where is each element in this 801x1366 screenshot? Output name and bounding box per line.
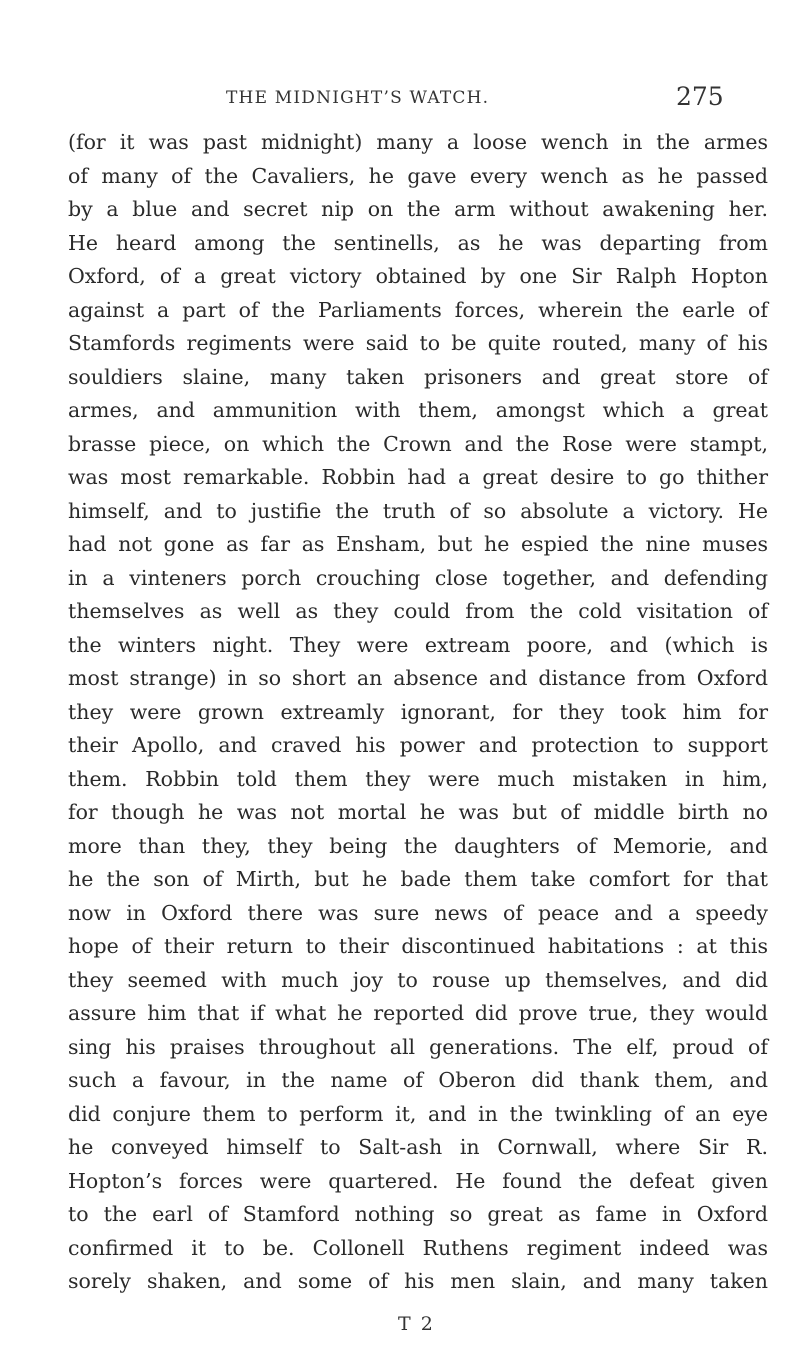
text-line: had not gone as far as Ensham, but he espied the nine muses xyxy=(68,532,768,556)
text-line: sorely shaken, and some of his men slain, and many taken xyxy=(68,1269,768,1293)
text-line: did conjure them to perform it, and in the twinkling of an eye xyxy=(68,1101,768,1126)
text-line: hope of their return to their discontinued habitations : at this xyxy=(68,934,768,958)
text-line: (for it was past midnight) many a loose wench in the armes xyxy=(68,130,768,154)
text-line: confirmed it to be. Collonell Ruthens regiment indeed was xyxy=(68,1235,768,1260)
text-line: sing his praises throughout all generations. The elf, proud of xyxy=(68,1034,768,1059)
text-line: most strange) in so short an absence and distance from Oxford xyxy=(68,666,768,690)
text-line: they seemed with much joy to rouse up themselves, and did xyxy=(68,967,768,992)
text-line: himself, and to justifie the truth of so absolute a victory. He xyxy=(68,498,768,523)
text-line: he conveyed himself to Salt-ash in Cornwall, where Sir R. xyxy=(68,1135,768,1159)
text-line: the winters night. They were extream poore, and (which is xyxy=(68,632,768,657)
text-line: more than they, they being the daughters of Memorie, and xyxy=(68,833,768,858)
text-line: he the son of Mirth, but he bade them take comfort for that xyxy=(68,867,768,891)
text-line: Hopton’s forces were quartered. He found the defeat given xyxy=(68,1168,768,1193)
text-line: their Apollo, and craved his power and protection to support xyxy=(68,733,768,757)
text-line: for though he was not mortal he was but of middle birth no xyxy=(68,800,768,824)
text-line: by a blue and secret nip on the arm without awakening her. xyxy=(68,197,768,221)
text-line: against a part of the Parliaments forces, wherein the earle of xyxy=(68,297,768,322)
text-line: now in Oxford there was sure news of peace and a speedy xyxy=(68,900,768,925)
text-line: Stamfords regiments were said to be quite routed, many of his xyxy=(68,331,768,355)
text-line: such a favour, in the name of Oberon did thank them, and xyxy=(68,1068,768,1092)
text-line: they were grown extreamly ignorant, for they took him for xyxy=(68,699,768,724)
running-title: THE MIDNIGHT’S WATCH. xyxy=(226,88,490,108)
text-line: souldiers slaine, many taken prisoners and great store of xyxy=(68,364,768,389)
text-line: was most remarkable. Robbin had a great desire to go thither xyxy=(68,465,768,489)
signature-mark: T 2 xyxy=(398,1313,435,1335)
page-number: 275 xyxy=(676,82,724,111)
text-line: brasse piece, on which the Crown and the Rose were stampt, xyxy=(68,431,768,456)
text-line: to the earl of Stamford nothing so great as fame in Oxford xyxy=(68,1202,768,1226)
running-head xyxy=(0,82,801,114)
text-line: of many of the Cavaliers, he gave every wench as he passed xyxy=(68,163,768,188)
text-line: He heard among the sentinells, as he was departing from xyxy=(68,230,768,255)
body-text xyxy=(68,126,768,1299)
text-line: Oxford, of a great victory obtained by one Sir Ralph Hopton xyxy=(68,264,768,288)
text-line: assure him that if what he reported did prove true, they would xyxy=(68,1001,768,1025)
text-line: armes, and ammunition with them, amongst which a great xyxy=(68,398,768,422)
text-line: them. Robbin told them they were much mistaken in him, xyxy=(68,766,768,791)
text-line: themselves as well as they could from the cold visitation of xyxy=(68,599,768,623)
text-line: in a vinteners porch crouching close together, and defending xyxy=(68,565,768,590)
